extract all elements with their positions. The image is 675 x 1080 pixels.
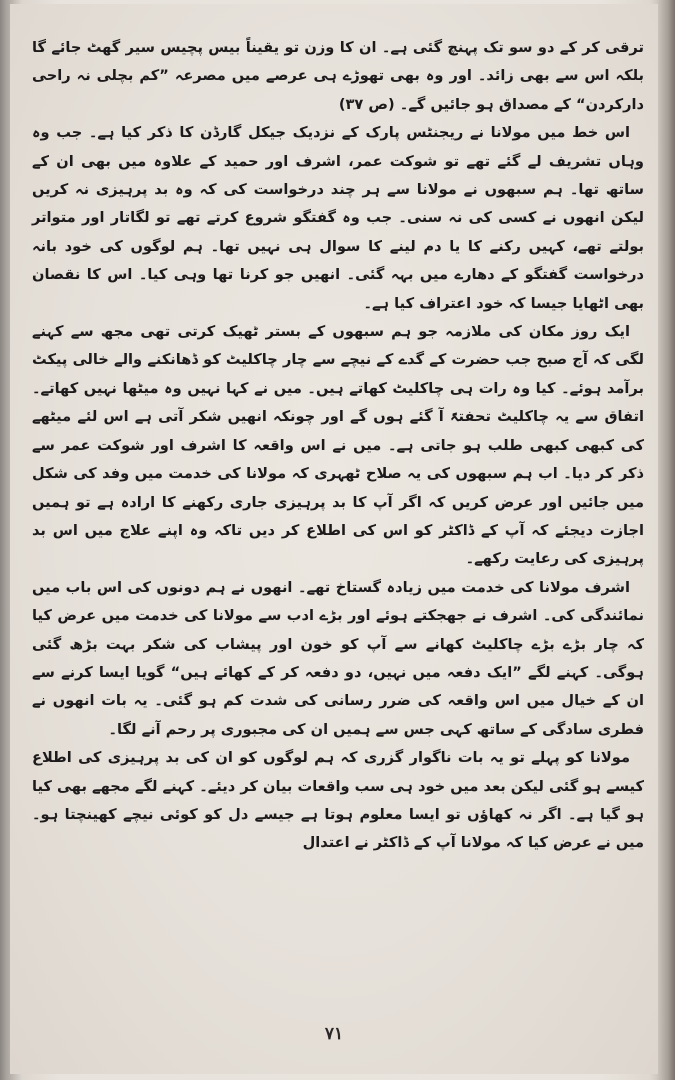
paragraph-3: ایک روز مکان کی ملازمہ جو ہم سبھوں کے بستر ٹھیک کرتی تھی مجھ سے کہنے لگی کہ آج صبح جب حضرت کے گدے کے نیچے سے چار چاکلیٹ کو ڈھانکنے والے خالی پیکٹ برآمد ہوئے۔ کیا وہ رات ہی چاکلیٹ کھاتے ہیں۔ میں نے کہا نہیں وہ میٹھا نہیں کھاتے۔ اتفاق سے یہ چاکلیٹ تحفتہً آ گئے ہوں گے اور چونکہ انھیں شکر آتی ہے اس لئے میٹھے کی کبھی کبھی طلب ہو جاتی ہے۔ میں نے اس واقعہ کا اشرف اور شوکت عمر سے ذکر کر دیا۔ اب ہم سبھوں کی یہ صلاح ٹھہری کہ مولانا کی خدمت میں وفد کی شکل میں جائیں اور عرض کریں کہ اگر آپ کا بد پرہیزی جاری رکھنے کا ارادہ ہے تو ہمیں اجازت دیجئے کہ آپ کے ڈاکٹر کو اس کی اطلاع کر دیں تاکہ وہ اپنے علاج میں اس بد پرہیزی کی رعایت رکھے۔ — [32, 323, 644, 568]
page-edge-shadow — [657, 0, 675, 1080]
paragraph-1: ترقی کر کے دو سو تک پہنچ گئی ہے۔ ان کا وزن تو یقیناً بیس پچیس سیر گھٹ جائے گا بلکہ اس سے بھی زائد۔ اور وہ بھی تھوڑے ہی عرصے میں مصرعہ ”کم بچلی نہ راحی دارکردن“ کے مصداق ہو جائیں گے۔ (ص ۳۷) — [32, 39, 644, 113]
book-page — [10, 4, 658, 1074]
page-number: ۷۱ — [324, 1024, 344, 1044]
paragraph-2: اس خط میں مولانا نے ریجنٹس پارک کے نزدیک جیکل گارڈن کا ذکر کیا ہے۔ جب وہ وہاں تشریف لے گئے تھے تو شوکت عمر، اشرف اور حمید کے علاوہ میں بھی ان کے ساتھ تھا۔ ہم سبھوں نے مولانا سے ہر چند درخواست کی کہ وہ بد پرہیزی نہ کریں لیکن انھوں نے کسی کی نہ سنی۔ جب وہ گفتگو شروع کرتے تھے تو لگاتار اور متواتر بولتے تھے، کہیں رکنے کا یا دم لینے کا سوال ہی نہیں تھا۔ ہم لوگوں کی خود بانہ درخواست گفتگو کے دھارے میں بہہ گئی۔ انھیں جو کرنا تھا وہی کیا۔ اس کا نقصان بھی اٹھایا جیسا کہ خود اعتراف کیا ہے۔ — [32, 124, 644, 312]
paragraph-4: اشرف مولانا کی خدمت میں زیادہ گستاخ تھے۔ انھوں نے ہم دونوں کی اس باب میں نمائندگی کی۔ اشرف نے جھجکتے ہوئے اور بڑے ادب سے مولانا کی خدمت میں عرض کیا کہ چار بڑے بڑے چاکلیٹ کھانے سے آپ کو خون اور پیشاب کی شکر بہت بڑھ گئی ہوگی۔ کہنے لگے ”ایک دفعہ میں نہیں، دو دفعہ کر کے کھائے ہیں“ گویا ایسا کرنے سے ان کے خیال میں اس واقعہ کی ضرر رسانی کی شدت کم ہو گئی۔ یہ بات انھوں نے فطری سادگی کے ساتھ کہی جس سے ہمیں ان کی مجبوری پر رحم آنے لگا۔ — [32, 578, 644, 738]
urdu-text-body — [32, 34, 644, 858]
paragraph-5: مولانا کو پہلے تو یہ بات ناگوار گزری کہ ہم لوگوں کو ان کی بد پرہیزی کی اطلاع کیسے ہو گئی لیکن بعد میں خود ہی سب واقعات بیان کر دیئے۔ کہنے لگے مجھے بھی کیا ہو گیا ہے۔ اگر نہ کھاؤں تو ایسا معلوم ہوتا ہے جیسے دل کو کوئی نیچے کھینچتا ہو۔ میں نے عرض کیا کہ مولانا آپ کے ڈاکٹر نے اعتدال — [32, 749, 644, 852]
